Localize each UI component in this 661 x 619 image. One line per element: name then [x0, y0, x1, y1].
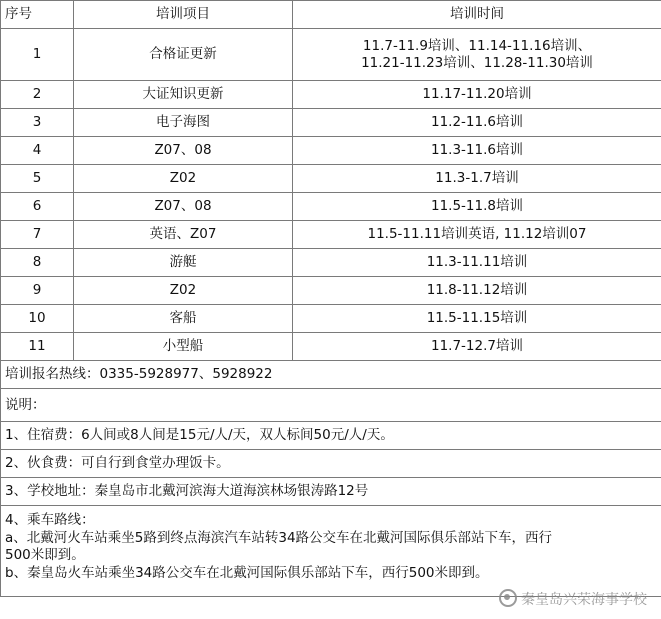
- row-time: 11.17-11.20培训: [293, 81, 661, 109]
- route-b: b、秦皇岛火车站乘坐34路公交车在北戴河国际俱乐部站下车，西行500米即到。: [5, 564, 489, 581]
- row-time: 11.2-11.6培训: [293, 109, 661, 137]
- table-row: [1, 221, 661, 249]
- row-no: 11: [1, 333, 74, 361]
- lodging-text: 1、住宿费：6人间或8人间是15元/人/天，双人标间50元/人/天。: [1, 422, 661, 450]
- row-item: 客船: [74, 305, 293, 333]
- row-item: 英语、Z07: [74, 221, 293, 249]
- row-time: 11.7-12.7培训: [293, 333, 661, 361]
- row-item: Z07、08: [74, 193, 293, 221]
- row-item: 小型船: [74, 333, 293, 361]
- table-row: [1, 137, 661, 165]
- row-item: 游艇: [74, 249, 293, 277]
- route-a-line1: a、北戴河火车站乘坐5路到终点海滨汽车站转34路公交车在北戴河国际俱乐部站下车，西行: [5, 529, 553, 546]
- row-no: 1: [1, 29, 74, 81]
- watermark-text: 秦皇岛兴荣海事学校: [521, 592, 647, 608]
- header-item: 培训项目: [74, 1, 293, 29]
- row-time: 11.8-11.12培训: [293, 277, 661, 305]
- food-row: [1, 450, 661, 478]
- row-item: Z07、08: [74, 137, 293, 165]
- row-no: 3: [1, 109, 74, 137]
- table-header-row: [1, 1, 661, 29]
- row-time: 11.3-11.11培训: [293, 249, 661, 277]
- wechat-logo-icon: [499, 589, 517, 607]
- watermark: [499, 589, 647, 609]
- row-no: 6: [1, 193, 74, 221]
- row-no: 10: [1, 305, 74, 333]
- row-item: 合格证更新: [74, 29, 293, 81]
- address-text: 3、学校地址：秦皇岛市北戴河滨海大道海滨林场银涛路12号: [1, 478, 661, 506]
- row-time-line: 11.21-11.23培训、11.28-11.30培训: [361, 54, 593, 71]
- row-no: 4: [1, 137, 74, 165]
- table-row: [1, 165, 661, 193]
- row-no: 2: [1, 81, 74, 109]
- food-text: 2、伙食费：可自行到食堂办理饭卡。: [1, 450, 661, 478]
- row-item: Z02: [74, 277, 293, 305]
- row-time-line: 11.7-11.9培训、11.14-11.16培训、: [362, 37, 592, 54]
- route-row: [1, 506, 661, 597]
- row-time: [293, 29, 661, 81]
- row-time: 11.3-11.6培训: [293, 137, 661, 165]
- hotline-row: [1, 361, 661, 389]
- row-no: 5: [1, 165, 74, 193]
- explain-row: [1, 389, 661, 422]
- table-row: [1, 81, 661, 109]
- row-time: 11.5-11.8培训: [293, 193, 661, 221]
- hotline-text: 培训报名热线：0335-5928977、5928922: [1, 361, 661, 389]
- route-cell: [1, 506, 661, 597]
- row-item: Z02: [74, 165, 293, 193]
- row-no: 8: [1, 249, 74, 277]
- explain-text: 说明：: [1, 389, 661, 422]
- table-row: [1, 193, 661, 221]
- row-no: 7: [1, 221, 74, 249]
- lodging-row: [1, 422, 661, 450]
- table-row: [1, 277, 661, 305]
- row-time: 11.3-1.7培训: [293, 165, 661, 193]
- table-row: [1, 305, 661, 333]
- header-time: 培训时间: [293, 1, 661, 29]
- header-no: 序号: [1, 1, 74, 29]
- table-row: [1, 109, 661, 137]
- row-item: 大证知识更新: [74, 81, 293, 109]
- table-row: [1, 249, 661, 277]
- table-row: [1, 29, 661, 81]
- address-row: [1, 478, 661, 506]
- row-item: 电子海图: [74, 109, 293, 137]
- route-a-line2: 500米即到。: [5, 547, 85, 563]
- route-title: 4、乘车路线：: [5, 512, 95, 528]
- row-time: 11.5-11.11培训英语, 11.12培训07: [293, 221, 661, 249]
- row-time: 11.5-11.15培训: [293, 305, 661, 333]
- table-row: [1, 333, 661, 361]
- row-no: 9: [1, 277, 74, 305]
